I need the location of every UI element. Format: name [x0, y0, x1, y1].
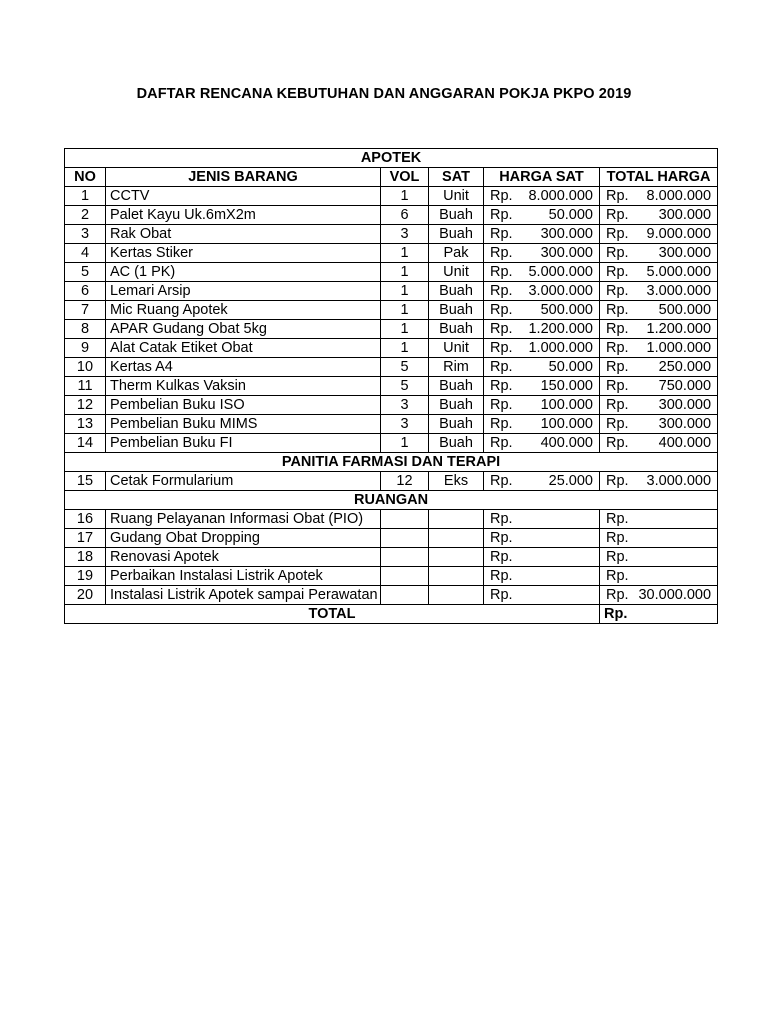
cell-unit: Buah: [429, 282, 484, 301]
section-row-pft: [65, 453, 718, 472]
currency-label: Rp.: [606, 340, 629, 356]
amount-value: [629, 510, 635, 528]
cell-item-name: Alat Catak Etiket Obat: [106, 339, 381, 358]
currency-label: Rp.: [606, 188, 629, 204]
table-row: [65, 263, 718, 282]
cell-total-price: [600, 358, 718, 377]
amount-value: [629, 529, 635, 547]
currency-label: Rp.: [606, 530, 629, 546]
cell-no: 5: [65, 263, 106, 282]
total-value: Rp.: [600, 605, 718, 624]
cell-unit: Buah: [429, 225, 484, 244]
cell-total-price: [600, 320, 718, 339]
currency-label: Rp.: [606, 416, 629, 432]
cell-no: 3: [65, 225, 106, 244]
table-row: [65, 548, 718, 567]
cell-unit: Buah: [429, 396, 484, 415]
cell-unit: Rim: [429, 358, 484, 377]
cell-unit-price: [484, 282, 600, 301]
currency-label: Rp.: [490, 283, 513, 299]
currency-label: Rp.: [606, 321, 629, 337]
cell-unit-price: [484, 529, 600, 548]
cell-item-name: Kertas A4: [106, 358, 381, 377]
cell-no: 19: [65, 567, 106, 586]
amount-value: 3.000.000: [646, 283, 712, 299]
table-row: [65, 244, 718, 263]
cell-total-price: [600, 244, 718, 263]
cell-volume: 3: [381, 415, 429, 434]
amount-value: 1.000.000: [646, 340, 712, 356]
cell-unit: Unit: [429, 339, 484, 358]
cell-unit: Buah: [429, 377, 484, 396]
cell-item-name: CCTV: [106, 187, 381, 206]
currency-label: Rp.: [490, 302, 513, 318]
currency-label: Rp.: [490, 207, 513, 223]
section-label: PANITIA FARMASI DAN TERAPI: [65, 453, 718, 472]
cell-no: 14: [65, 434, 106, 453]
cell-unit: Unit: [429, 263, 484, 282]
cell-no: 7: [65, 301, 106, 320]
cell-item-name: Kertas Stiker: [106, 244, 381, 263]
cell-volume: 1: [381, 263, 429, 282]
cell-volume: [381, 529, 429, 548]
cell-item-name: Instalasi Listrik Apotek sampai Perawatan: [106, 586, 381, 605]
cell-volume: 1: [381, 434, 429, 453]
cell-no: 16: [65, 510, 106, 529]
cell-total-price: [600, 529, 718, 548]
cell-unit: Buah: [429, 434, 484, 453]
document-title: DAFTAR RENCANA KEBUTUHAN DAN ANGGARAN POKJA PKPO 2019: [136, 86, 632, 102]
currency-label: Rp.: [606, 207, 629, 223]
amount-value: 500.000: [658, 302, 712, 318]
table-row: [65, 529, 718, 548]
amount-value: [513, 529, 519, 547]
cell-unit: [429, 586, 484, 605]
table-row: [65, 434, 718, 453]
cell-total-price: [600, 339, 718, 358]
cell-unit-price: [484, 396, 600, 415]
cell-total-price: [600, 187, 718, 206]
amount-value: 300.000: [658, 207, 712, 223]
table-row: [65, 282, 718, 301]
cell-item-name: Perbaikan Instalasi Listrik Apotek: [106, 567, 381, 586]
header-total-price: TOTAL HARGA: [600, 168, 718, 187]
currency-label: Rp.: [490, 188, 513, 204]
cell-no: 11: [65, 377, 106, 396]
cell-unit-price: [484, 244, 600, 263]
amount-value: 100.000: [540, 397, 593, 413]
cell-no: 17: [65, 529, 106, 548]
cell-unit-price: [484, 339, 600, 358]
amount-value: 300.000: [658, 245, 712, 261]
currency-label: Rp.: [606, 378, 629, 394]
cell-total-price: [600, 301, 718, 320]
cell-volume: 1: [381, 244, 429, 263]
cell-total-price: [600, 472, 718, 491]
cell-total-price: [600, 586, 718, 605]
amount-value: 150.000: [540, 378, 593, 394]
cell-volume: 1: [381, 282, 429, 301]
section-label: RUANGAN: [65, 491, 718, 510]
cell-unit-price: [484, 472, 600, 491]
currency-label: Rp.: [490, 511, 513, 527]
cell-volume: [381, 567, 429, 586]
cell-item-name: Palet Kayu Uk.6mX2m: [106, 206, 381, 225]
currency-label: Rp.: [606, 245, 629, 261]
amount-value: 1.200.000: [646, 321, 712, 337]
cell-unit-price: [484, 510, 600, 529]
cell-volume: [381, 510, 429, 529]
cell-no: 8: [65, 320, 106, 339]
currency-label: Rp.: [606, 587, 629, 603]
cell-volume: 5: [381, 358, 429, 377]
cell-item-name: Rak Obat: [106, 225, 381, 244]
amount-value: 5.000.000: [528, 264, 593, 280]
cell-no: 9: [65, 339, 106, 358]
currency-label: Rp.: [490, 530, 513, 546]
cell-item-name: Pembelian Buku ISO: [106, 396, 381, 415]
cell-unit-price: [484, 586, 600, 605]
amount-value: [513, 567, 519, 585]
cell-volume: 1: [381, 301, 429, 320]
amount-value: [629, 548, 635, 566]
amount-value: 100.000: [540, 416, 593, 432]
table-row: [65, 396, 718, 415]
cell-no: 10: [65, 358, 106, 377]
amount-value: 30.000.000: [638, 587, 712, 603]
cell-unit-price: [484, 434, 600, 453]
amount-value: 3.000.000: [646, 473, 712, 489]
currency-label: Rp.: [490, 568, 513, 584]
section-row-ruangan: [65, 491, 718, 510]
amount-value: 400.000: [540, 435, 593, 451]
cell-volume: 6: [381, 206, 429, 225]
cell-item-name: Mic Ruang Apotek: [106, 301, 381, 320]
cell-unit: Pak: [429, 244, 484, 263]
cell-volume: 1: [381, 320, 429, 339]
header-unit: SAT: [429, 168, 484, 187]
header-item-name: JENIS BARANG: [106, 168, 381, 187]
cell-volume: 3: [381, 225, 429, 244]
cell-no: 1: [65, 187, 106, 206]
cell-unit-price: [484, 358, 600, 377]
table-row: [65, 301, 718, 320]
cell-item-name: Ruang Pelayanan Informasi Obat (PIO): [106, 510, 381, 529]
cell-no: 13: [65, 415, 106, 434]
cell-unit: [429, 567, 484, 586]
currency-label: Rp.: [490, 264, 513, 280]
amount-value: 5.000.000: [646, 264, 712, 280]
cell-total-price: [600, 225, 718, 244]
currency-label: Rp.: [490, 245, 513, 261]
total-row: [65, 605, 718, 624]
table-row: [65, 377, 718, 396]
cell-unit-price: [484, 225, 600, 244]
cell-item-name: AC (1 PK): [106, 263, 381, 282]
amount-value: 500.000: [540, 302, 593, 318]
cell-total-price: [600, 510, 718, 529]
amount-value: 8.000.000: [646, 188, 712, 204]
amount-value: 50.000: [548, 207, 593, 223]
cell-total-price: [600, 206, 718, 225]
cell-unit: Buah: [429, 206, 484, 225]
cell-item-name: Pembelian Buku MIMS: [106, 415, 381, 434]
currency-label: Rp.: [490, 587, 513, 603]
amount-value: [513, 548, 519, 566]
currency-label: Rp.: [490, 359, 513, 375]
cell-volume: [381, 586, 429, 605]
amount-value: 300.000: [658, 397, 712, 413]
currency-label: Rp.: [490, 473, 513, 489]
section-row-apotek: [65, 149, 718, 168]
currency-label: Rp.: [490, 397, 513, 413]
cell-unit-price: [484, 301, 600, 320]
amount-value: [629, 567, 635, 585]
cell-unit-price: [484, 263, 600, 282]
cell-unit-price: [484, 415, 600, 434]
cell-no: 6: [65, 282, 106, 301]
cell-unit: [429, 548, 484, 567]
cell-item-name: Gudang Obat Dropping: [106, 529, 381, 548]
currency-label: Rp.: [606, 264, 629, 280]
cell-item-name: Lemari Arsip: [106, 282, 381, 301]
table-row: [65, 339, 718, 358]
cell-volume: 12: [381, 472, 429, 491]
table-row: [65, 415, 718, 434]
cell-no: 4: [65, 244, 106, 263]
cell-unit: Eks: [429, 472, 484, 491]
currency-label: Rp.: [490, 226, 513, 242]
currency-label: Rp.: [490, 549, 513, 565]
currency-label: Rp.: [490, 378, 513, 394]
amount-value: 50.000: [548, 359, 593, 375]
cell-unit: Unit: [429, 187, 484, 206]
cell-unit-price: [484, 567, 600, 586]
currency-label: Rp.: [606, 568, 629, 584]
cell-total-price: [600, 396, 718, 415]
cell-item-name: Renovasi Apotek: [106, 548, 381, 567]
amount-value: 8.000.000: [528, 188, 593, 204]
currency-label: Rp.: [606, 226, 629, 242]
cell-unit: Buah: [429, 301, 484, 320]
header-volume: VOL: [381, 168, 429, 187]
amount-value: 9.000.000: [646, 226, 712, 242]
section-label: APOTEK: [65, 149, 718, 168]
cell-item-name: Pembelian Buku FI: [106, 434, 381, 453]
cell-no: 18: [65, 548, 106, 567]
currency-label: Rp.: [606, 549, 629, 565]
cell-volume: 5: [381, 377, 429, 396]
table-row: [65, 206, 718, 225]
cell-volume: 1: [381, 187, 429, 206]
table-row: [65, 567, 718, 586]
cell-unit-price: [484, 377, 600, 396]
currency-label: Rp.: [606, 359, 629, 375]
amount-value: [513, 586, 519, 604]
amount-value: 300.000: [540, 245, 593, 261]
currency-label: Rp.: [490, 435, 513, 451]
amount-value: 750.000: [658, 378, 712, 394]
cell-unit-price: [484, 187, 600, 206]
currency-label: Rp.: [606, 302, 629, 318]
cell-total-price: [600, 377, 718, 396]
currency-label: Rp.: [490, 416, 513, 432]
amount-value: [513, 510, 519, 528]
currency-label: Rp.: [490, 321, 513, 337]
cell-total-price: [600, 548, 718, 567]
currency-label: Rp.: [490, 340, 513, 356]
table-row: [65, 586, 718, 605]
cell-no: 2: [65, 206, 106, 225]
amount-value: 300.000: [658, 416, 712, 432]
cell-item-name: Cetak Formularium: [106, 472, 381, 491]
currency-label: Rp.: [606, 397, 629, 413]
header-unit-price: HARGA SAT: [484, 168, 600, 187]
table-row: [65, 187, 718, 206]
amount-value: 1.200.000: [528, 321, 593, 337]
cell-total-price: [600, 263, 718, 282]
amount-value: 3.000.000: [528, 283, 593, 299]
cell-no: 20: [65, 586, 106, 605]
cell-unit: [429, 529, 484, 548]
cell-no: 15: [65, 472, 106, 491]
cell-unit: Buah: [429, 320, 484, 339]
table-row: [65, 358, 718, 377]
cell-total-price: [600, 567, 718, 586]
cell-volume: 1: [381, 339, 429, 358]
header-row: [65, 168, 718, 187]
cell-unit: [429, 510, 484, 529]
table-row: [65, 225, 718, 244]
cell-unit-price: [484, 320, 600, 339]
cell-unit: Buah: [429, 415, 484, 434]
budget-table: [64, 148, 718, 624]
cell-volume: [381, 548, 429, 567]
currency-label: Rp.: [606, 511, 629, 527]
cell-total-price: [600, 282, 718, 301]
cell-item-name: APAR Gudang Obat 5kg: [106, 320, 381, 339]
currency-label: Rp.: [606, 435, 629, 451]
currency-label: Rp.: [606, 283, 629, 299]
amount-value: 300.000: [540, 226, 593, 242]
table-row: [65, 320, 718, 339]
amount-value: 400.000: [658, 435, 712, 451]
amount-value: 25.000: [548, 473, 593, 489]
cell-unit-price: [484, 206, 600, 225]
total-label: TOTAL: [65, 605, 600, 624]
table-row: [65, 472, 718, 491]
table-row: [65, 510, 718, 529]
cell-total-price: [600, 434, 718, 453]
cell-unit-price: [484, 548, 600, 567]
amount-value: 1.000.000: [528, 340, 593, 356]
cell-total-price: [600, 415, 718, 434]
header-no: NO: [65, 168, 106, 187]
cell-item-name: Therm Kulkas Vaksin: [106, 377, 381, 396]
currency-label: Rp.: [606, 473, 629, 489]
amount-value: 250.000: [658, 359, 712, 375]
cell-no: 12: [65, 396, 106, 415]
cell-volume: 3: [381, 396, 429, 415]
